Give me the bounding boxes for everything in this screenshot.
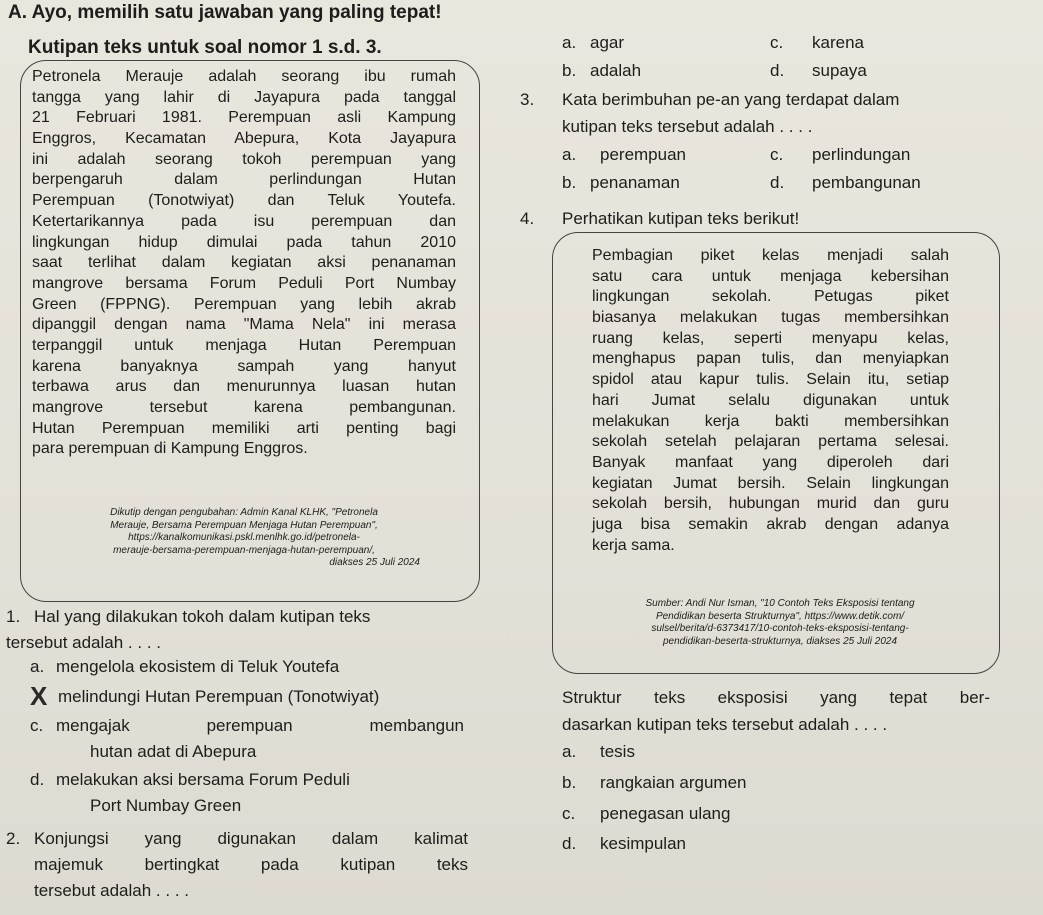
passage-line: mangrove bersama Forum Peduli Port Numbay bbox=[32, 274, 456, 292]
passage-line: Ketertarikannya pada isu perempuan dan bbox=[32, 212, 456, 230]
passage-line: menghapus papan tulis, dan menyiapkan bbox=[592, 350, 949, 368]
q3-option-d[interactable]: pembangunan bbox=[812, 173, 921, 192]
passage-line: Banyak manfaat yang diperoleh dari bbox=[592, 453, 949, 471]
passage-heading: Kutipan teks untuk soal nomor 1 s.d. 3. bbox=[28, 37, 382, 58]
source-line: pendidikan-beserta-strukturnya, diakses 25 Juli 2024 bbox=[662, 635, 898, 647]
passage-line: tangga yang lahir di Jayapura pada tanggal bbox=[32, 88, 456, 106]
passage-line: juga bisa semakin akrab dengan adanya bbox=[592, 515, 949, 533]
q4-stem-line: Struktur teks eksposisi yang tepat ber- bbox=[562, 688, 990, 707]
passage-line: sekolah bersih, hubungan murid dan guru bbox=[592, 495, 949, 513]
passage-line: sekolah setelah pelajaran pertama selesai. bbox=[592, 433, 949, 451]
q4-option-a-letter[interactable]: a. bbox=[562, 742, 577, 761]
q1-option-d-cont[interactable]: Port Numbay Green bbox=[90, 796, 242, 815]
answer-cross-mark: X bbox=[30, 681, 48, 711]
q1-option-d-letter[interactable]: d. bbox=[30, 770, 45, 789]
q3-option-a-letter[interactable]: a. bbox=[562, 145, 577, 164]
source-line: Sumber: Andi Nur Isman, "10 Contoh Teks Eksposisi tentang bbox=[645, 598, 915, 609]
q2-option-d-letter[interactable]: d. bbox=[770, 61, 785, 80]
source-line: Pendidikan beserta Strukturnya", https://www.detik.com/ bbox=[655, 610, 905, 622]
q4-number: 4. bbox=[520, 209, 535, 228]
q3-option-a[interactable]: perempuan bbox=[600, 145, 687, 164]
q2-option-a[interactable]: agar bbox=[590, 33, 625, 52]
passage-line: kegiatan Jumat bersih. Selain lingkungan bbox=[592, 474, 949, 492]
passage-line: terbawa arus dan menurunnya luasan hutan bbox=[32, 378, 456, 396]
q2-option-b-letter[interactable]: b. bbox=[562, 61, 577, 80]
q1-stem-line: Hal yang dilakukan tokoh dalam kutipan teks bbox=[34, 607, 371, 626]
q4-option-d[interactable]: kesimpulan bbox=[600, 834, 686, 853]
q4-option-b[interactable]: rangkaian argumen bbox=[600, 773, 747, 792]
passage-line: berpengaruh dalam perlindungan Hutan bbox=[32, 171, 456, 189]
passage-line: terpanggil untuk menjaga Hutan Perempuan bbox=[32, 336, 456, 354]
passage-line: Hutan Perempuan memiliki arti penting bagi bbox=[32, 419, 456, 437]
q1-option-a-letter[interactable]: a. bbox=[30, 657, 45, 676]
q1-option-a[interactable]: mengelola ekosistem di Teluk Youtefa bbox=[56, 657, 340, 676]
q2-number: 2. bbox=[6, 829, 21, 848]
source-line: diakses 25 Juli 2024 bbox=[329, 557, 420, 568]
q1-option-c[interactable]: mengajak perempuan membangun bbox=[56, 716, 464, 735]
source-line: sulsel/berita/d-6373417/10-contoh-teks-eksposisi-tentang- bbox=[651, 623, 909, 634]
q2-option-c-letter[interactable]: c. bbox=[770, 33, 784, 52]
passage-line: Pembagian piket kelas menjadi salah bbox=[592, 247, 949, 264]
q1-option-c-cont[interactable]: hutan adat di Abepura bbox=[90, 742, 257, 761]
q3-option-c[interactable]: perlindungan bbox=[812, 145, 911, 164]
passage-line: Perempuan (Tonotwiyat) dan Teluk Youtefa. bbox=[32, 192, 456, 210]
q3-option-c-letter[interactable]: c. bbox=[770, 145, 784, 164]
source-line: Dikutip dengan pengubahan: Admin Kanal KLHK, "Petronela bbox=[110, 507, 378, 518]
q2-option-c[interactable]: karena bbox=[812, 33, 864, 52]
passage-line: saat terlihat dalam kegiatan aksi penanaman bbox=[32, 254, 456, 272]
q4-option-c-letter[interactable]: c. bbox=[562, 804, 576, 823]
passage-line: lingkungan sekolah. Petugas piket bbox=[592, 288, 949, 306]
q1-number: 1. bbox=[6, 607, 21, 626]
q2-option-b[interactable]: adalah bbox=[590, 61, 642, 80]
passage-line: hari Jumat selalu digunakan untuk bbox=[592, 391, 949, 409]
q3-number: 3. bbox=[520, 90, 535, 109]
passage-line: satu cara untuk menjaga kebersihan bbox=[592, 267, 949, 285]
passage-line: Green (FPPNG). Perempuan yang lebih akrab bbox=[32, 295, 456, 313]
q4-option-a[interactable]: tesis bbox=[600, 742, 635, 761]
q2-option-d[interactable]: supaya bbox=[812, 61, 867, 80]
q4-option-b-letter[interactable]: b. bbox=[562, 773, 577, 792]
q1-option-c-letter[interactable]: c. bbox=[30, 716, 44, 735]
passage-1-text bbox=[32, 67, 456, 460]
q3-option-b-letter[interactable]: b. bbox=[562, 173, 577, 192]
q3-option-b[interactable]: penanaman bbox=[590, 173, 680, 192]
passage-2-source bbox=[570, 598, 990, 648]
passage-line: spidol atau kapur tulis. Selain itu, setiap bbox=[592, 371, 949, 389]
passage-line: 21 Februari 1981. Perempuan asli Kampung bbox=[32, 109, 456, 127]
passage-line: lingkungan hidup dimulai pada tahun 2010 bbox=[32, 233, 456, 251]
source-line: https://kanalkomunikasi.pskl.menlhk.go.id/petronela- bbox=[128, 532, 360, 543]
q1-stem-line: tersebut adalah . . . . bbox=[6, 633, 161, 652]
passage-line: mangrove tersebut karena pembangunan. bbox=[32, 399, 456, 416]
q4-option-c[interactable]: penegasan ulang bbox=[600, 804, 731, 823]
passage-line: kerja sama. bbox=[592, 536, 675, 554]
passage-line: ini adalah seorang tokoh perempuan yang bbox=[32, 150, 456, 168]
q4-option-d-letter[interactable]: d. bbox=[562, 834, 577, 853]
passage-1-source bbox=[32, 507, 456, 570]
passage-line: karena banyaknya sampah yang hanyut bbox=[32, 357, 456, 375]
source-line: Merauje, Bersama Perempuan Menjaga Hutan Perempuan", bbox=[110, 519, 378, 531]
section-heading: A. Ayo, memilih satu jawaban yang paling tepat! bbox=[8, 2, 442, 23]
q1-option-d[interactable]: melakukan aksi bersama Forum Peduli bbox=[56, 770, 350, 789]
passage-line: melakukan kerja bakti membersihkan bbox=[592, 412, 949, 430]
q3-stem-line: Kata berimbuhan pe-an yang terdapat dalam bbox=[562, 90, 900, 109]
passage-line: biasanya melakukan tugas membersihkan bbox=[592, 309, 949, 327]
passage-line: Enggros, Kecamatan Abepura, Kota Jayapura bbox=[32, 130, 456, 148]
q2-option-a-letter[interactable]: a. bbox=[562, 33, 577, 52]
passage-line: ruang kelas, seperti menyapu kelas, bbox=[592, 329, 949, 347]
q1-option-b[interactable]: melindungi Hutan Perempuan (Tonotwiyat) bbox=[58, 687, 380, 706]
q4-intro: Perhatikan kutipan teks berikut! bbox=[562, 209, 800, 228]
passage-line: Petronela Merauje adalah seorang ibu rumah bbox=[32, 68, 456, 85]
passage-2-text bbox=[592, 246, 949, 556]
q3-option-d-letter[interactable]: d. bbox=[770, 173, 785, 192]
q2-stem-line: Konjungsi yang digunakan dalam kalimat bbox=[34, 829, 468, 848]
q3-stem-line: kutipan teks tersebut adalah . . . . bbox=[562, 117, 813, 136]
q2-stem-line: tersebut adalah . . . . bbox=[34, 881, 189, 900]
q4-stem-line: dasarkan kutipan teks tersebut adalah . . . . bbox=[562, 715, 888, 734]
source-line: merauje-bersama-perempuan-menjaga-hutan-perempuan/, bbox=[113, 544, 375, 556]
passage-line: para perempuan di Kampung Enggros. bbox=[32, 440, 308, 458]
passage-line: dipanggil dengan nama "Mama Nela" ini merasa bbox=[32, 316, 456, 334]
q2-stem-line: majemuk bertingkat pada kutipan teks bbox=[34, 855, 468, 874]
